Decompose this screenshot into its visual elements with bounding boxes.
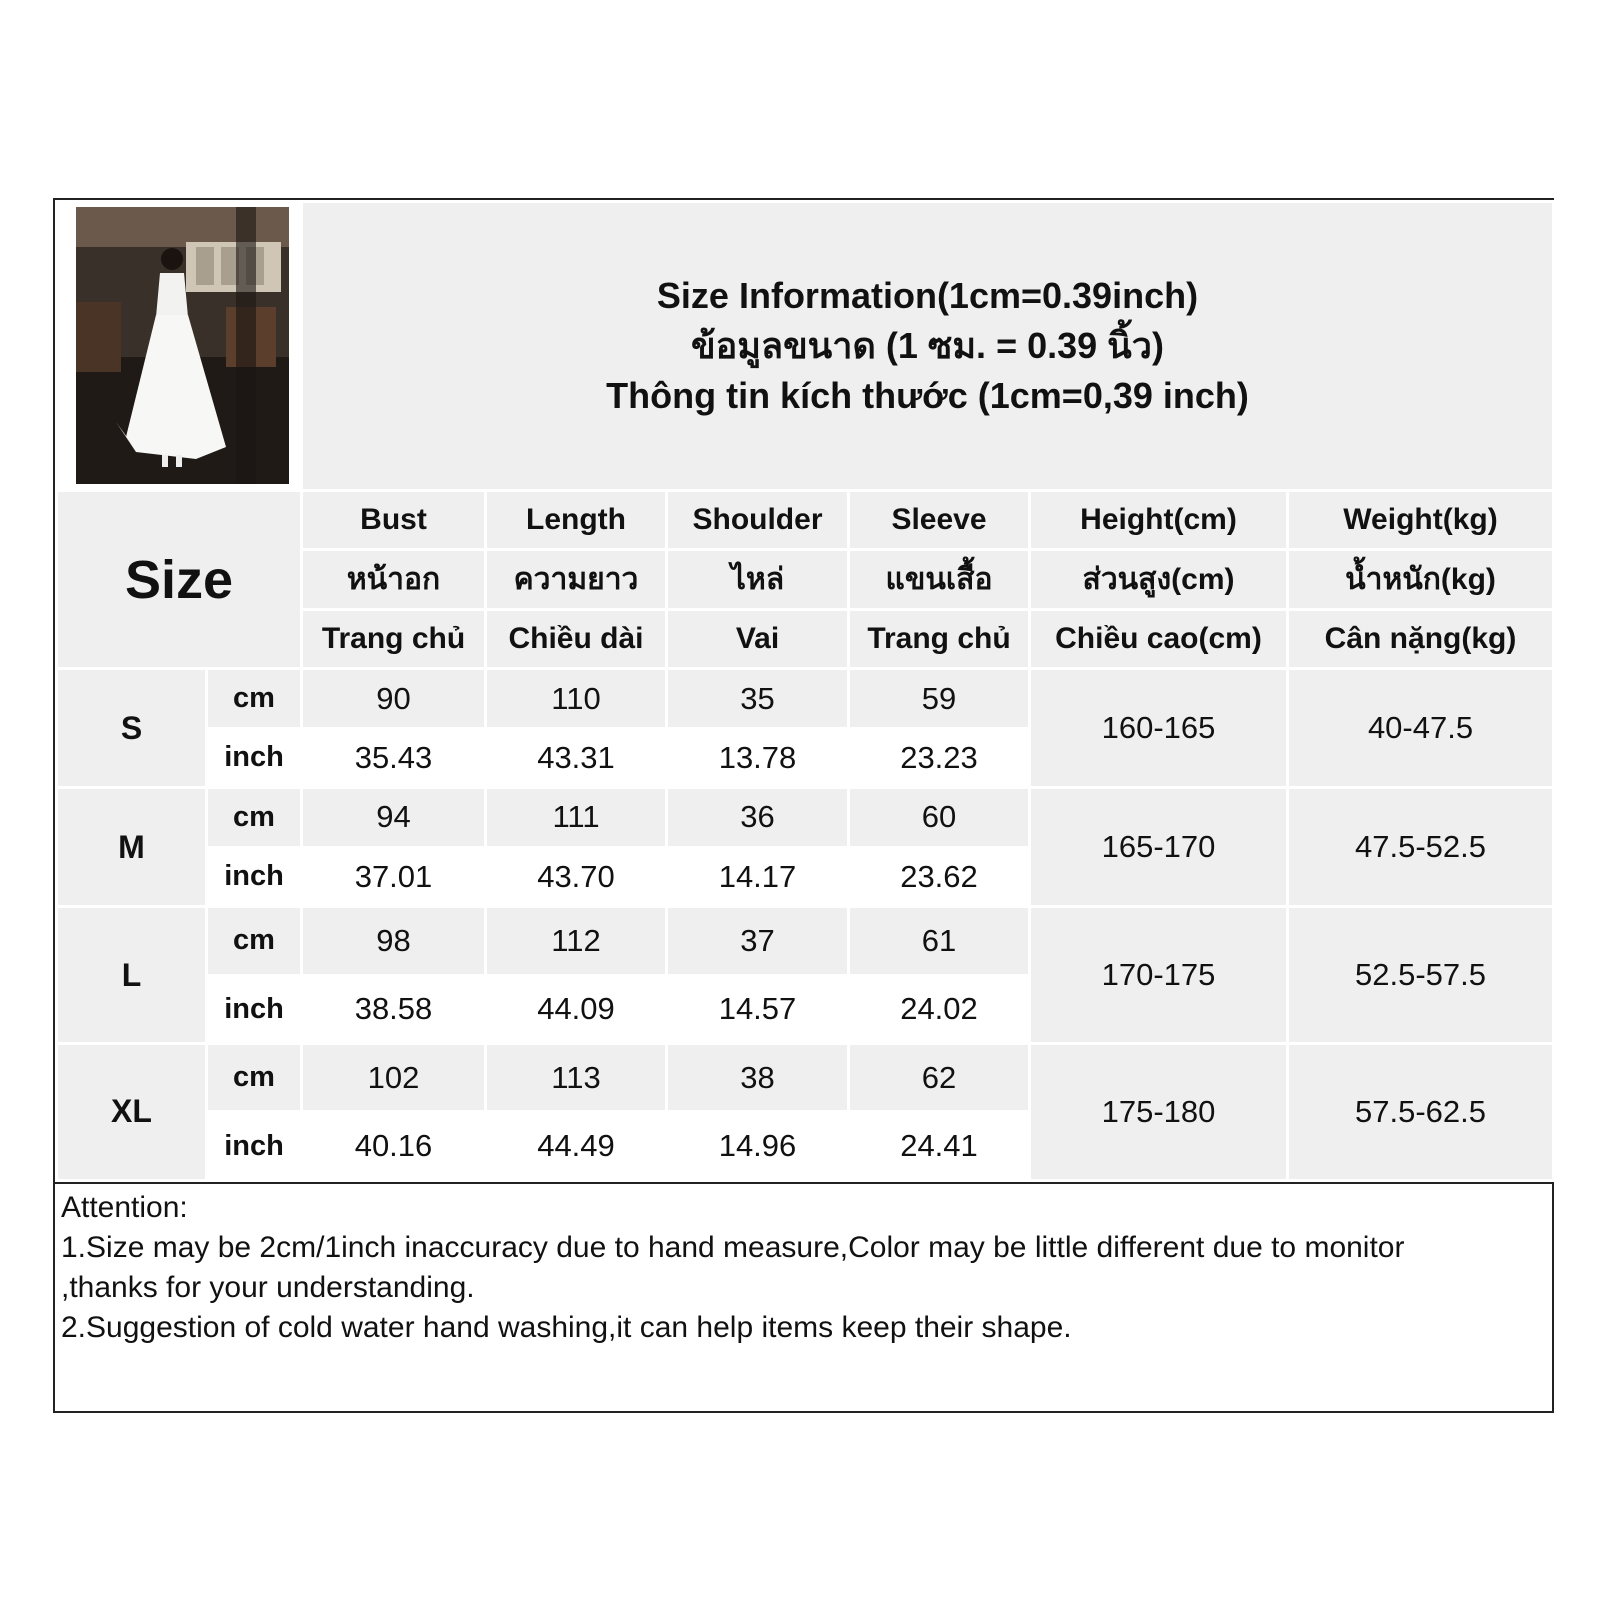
col-sleeve-vi: Trang chủ: [849, 609, 1030, 668]
bust-inch: 35.43: [302, 728, 486, 787]
bust-cm: 102: [302, 1043, 486, 1111]
bust-inch: 37.01: [302, 847, 486, 906]
shoulder-inch: 14.17: [667, 847, 849, 906]
title-cell: [302, 202, 1554, 491]
col-bust-th: หน้าอก: [302, 550, 486, 609]
size-table: [55, 200, 1555, 1182]
length-inch: 44.49: [486, 1112, 667, 1181]
col-length-en: Length: [486, 491, 667, 550]
unit-cm: cm: [207, 907, 302, 975]
unit-inch: inch: [207, 975, 302, 1043]
title-thai: ข้อมูลขนาด (1 ซม. = 0.39 นิ้ว): [691, 325, 1164, 367]
length-cm: 111: [486, 788, 667, 847]
col-weight-th: น้ำหนัก(kg): [1288, 550, 1554, 609]
shoulder-cm: 36: [667, 788, 849, 847]
bust-inch: 38.58: [302, 975, 486, 1043]
bust-cm: 94: [302, 788, 486, 847]
size-header-label: Size: [124, 549, 234, 610]
sleeve-inch: 23.62: [849, 847, 1030, 906]
table-row: [57, 907, 1554, 975]
shoulder-inch: 14.57: [667, 975, 849, 1043]
table-row: [57, 1043, 1554, 1111]
note-line-2: 2.Suggestion of cold water hand washing,it can help items keep their shape.: [61, 1311, 1072, 1344]
note-line-1: 1.Size may be 2cm/1inch inaccuracy due to hand measure,Color may be little different due to monitor: [61, 1231, 1405, 1264]
unit-inch: inch: [207, 728, 302, 787]
col-bust-vi: Trang chủ: [302, 609, 486, 668]
weight-range: 52.5-57.5: [1288, 907, 1554, 1044]
size-xl: XL: [57, 1043, 207, 1180]
product-photo: [76, 207, 289, 484]
height-range: 160-165: [1030, 669, 1288, 788]
unit-cm: cm: [207, 1043, 302, 1111]
bust-cm: 90: [302, 669, 486, 728]
size-header: [57, 491, 302, 669]
sleeve-cm: 62: [849, 1043, 1030, 1111]
col-shoulder-en: Shoulder: [667, 491, 849, 550]
col-shoulder-vi: Vai: [667, 609, 849, 668]
header-row-english: [57, 491, 1554, 550]
model-in-dress-image: [76, 207, 289, 484]
sleeve-cm: 60: [849, 788, 1030, 847]
table-row: [57, 788, 1554, 847]
shoulder-cm: 38: [667, 1043, 849, 1111]
unit-inch: inch: [207, 1112, 302, 1181]
attention-notes: [55, 1182, 1552, 1411]
height-range: 170-175: [1030, 907, 1288, 1044]
length-cm: 113: [486, 1043, 667, 1111]
col-bust-en: Bust: [302, 491, 486, 550]
shoulder-cm: 35: [667, 669, 849, 728]
title-row: [57, 202, 1554, 491]
bust-cm: 98: [302, 907, 486, 975]
length-inch: 44.09: [486, 975, 667, 1043]
weight-range: 57.5-62.5: [1288, 1043, 1554, 1180]
shoulder-inch: 13.78: [667, 728, 849, 787]
shoulder-inch: 14.96: [667, 1112, 849, 1181]
sleeve-inch: 24.41: [849, 1112, 1030, 1181]
col-length-th: ความยาว: [486, 550, 667, 609]
length-inch: 43.70: [486, 847, 667, 906]
size-s: S: [57, 669, 207, 788]
unit-inch: inch: [207, 847, 302, 906]
product-photo-cell: [57, 202, 302, 491]
col-height-vi: Chiều cao(cm): [1030, 609, 1288, 668]
sleeve-cm: 59: [849, 669, 1030, 728]
size-chart: [53, 198, 1554, 1413]
height-range: 165-170: [1030, 788, 1288, 907]
col-length-vi: Chiều dài: [486, 609, 667, 668]
sleeve-cm: 61: [849, 907, 1030, 975]
col-sleeve-en: Sleeve: [849, 491, 1030, 550]
sleeve-inch: 24.02: [849, 975, 1030, 1043]
unit-cm: cm: [207, 788, 302, 847]
col-sleeve-th: แขนเสื้อ: [849, 550, 1030, 609]
col-weight-vi: Cân nặng(kg): [1288, 609, 1554, 668]
size-l: L: [57, 907, 207, 1044]
note-line-1-cont: ,thanks for your understanding.: [61, 1271, 475, 1304]
weight-range: 40-47.5: [1288, 669, 1554, 788]
size-m: M: [57, 788, 207, 907]
length-cm: 110: [486, 669, 667, 728]
col-height-th: ส่วนสูง(cm): [1030, 550, 1288, 609]
height-range: 175-180: [1030, 1043, 1288, 1180]
title-english: Size Information(1cm=0.39inch): [656, 275, 1199, 317]
col-weight-en: Weight(kg): [1288, 491, 1554, 550]
col-height-en: Height(cm): [1030, 491, 1288, 550]
title-vietnamese: Thông tin kích thước (1cm=0,39 inch): [606, 375, 1249, 417]
notes-heading: Attention:: [61, 1191, 188, 1224]
col-shoulder-th: ไหล่: [667, 550, 849, 609]
shoulder-cm: 37: [667, 907, 849, 975]
length-inch: 43.31: [486, 728, 667, 787]
length-cm: 112: [486, 907, 667, 975]
weight-range: 47.5-52.5: [1288, 788, 1554, 907]
sleeve-inch: 23.23: [849, 728, 1030, 787]
unit-cm: cm: [207, 669, 302, 728]
bust-inch: 40.16: [302, 1112, 486, 1181]
table-row: [57, 669, 1554, 728]
